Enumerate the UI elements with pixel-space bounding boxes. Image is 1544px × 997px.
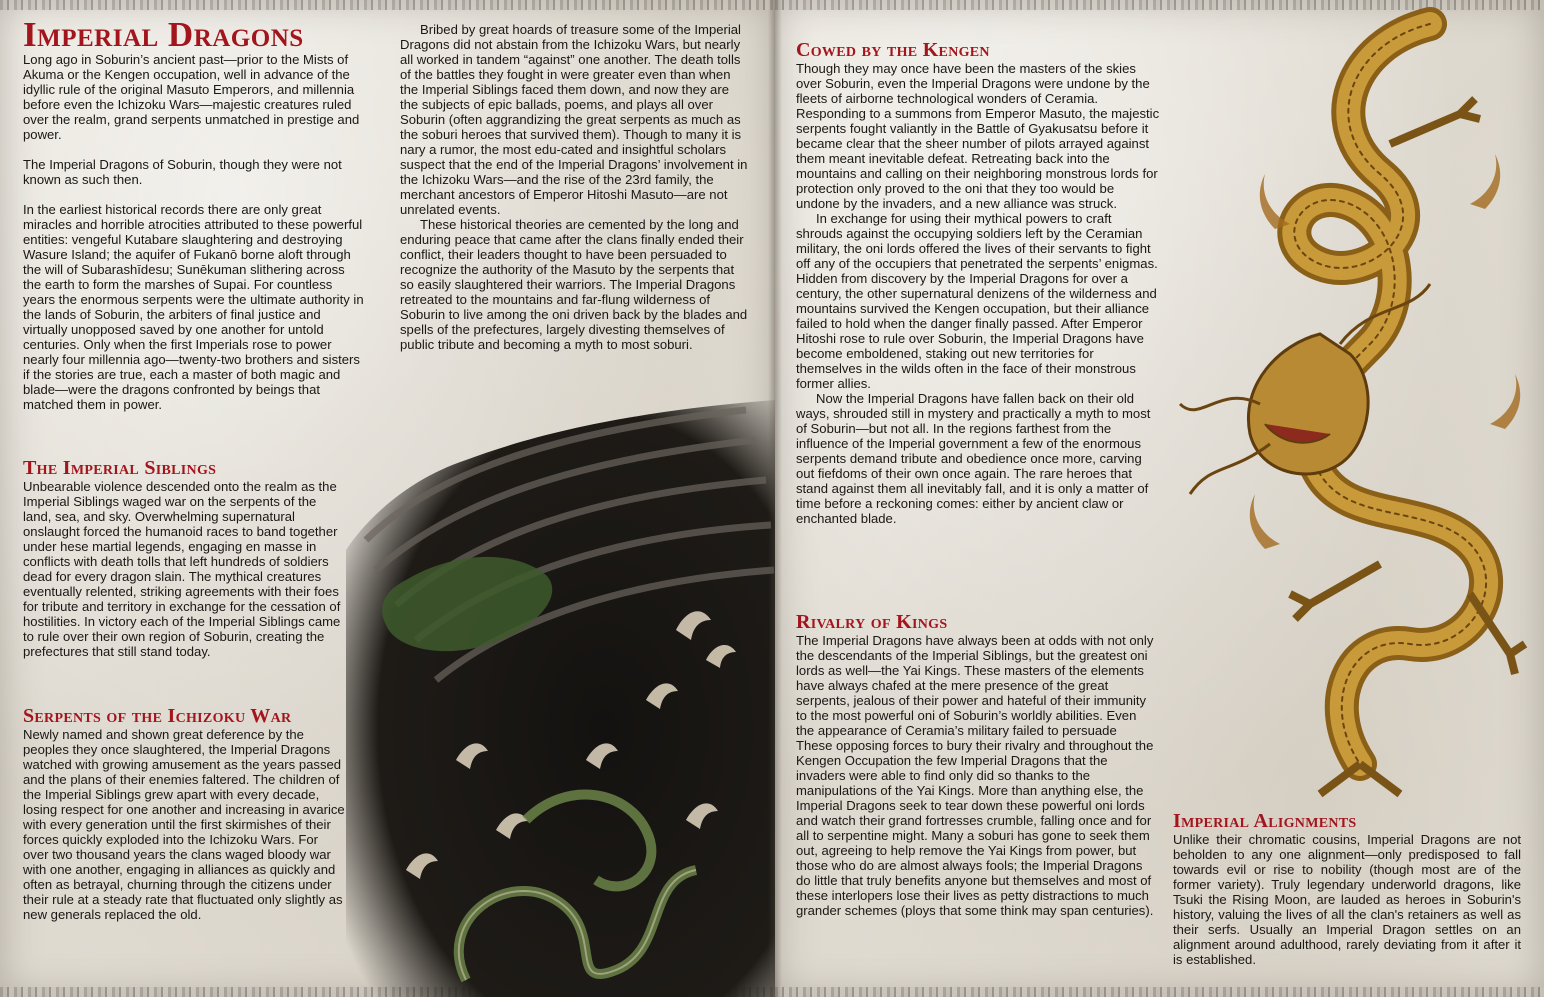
- heading-cowed-by-kengen: Cowed by the Kengen: [796, 39, 990, 61]
- section-rivalry-of-kings: [796, 612, 1156, 918]
- col2-paragraph-1: Bribed by great hoards of treasure some of the Imperial Dragons did not abstain from the Ichizoku Wars, but nearly all worked in tandem “against” one another. The death tolls of the battles they fought in were greater even than when the Imperial Siblings faced them down, and now they are the subjects of epic ballads, poems, and plays all over Soburin (often aggrandizing the great serpents as much as the soburi heroes that survived them). Though to many it is nary a rumor, the most edu-cated and insightful scholars suspect that the end of the Imperial Dragons’ involvement in the Ichizoku Wars—and the rise of the 23rd family, the merchant ancestors of Emperor Hitoshi Masuto—are not unrelated events.: [400, 22, 748, 217]
- left-column-1: [23, 15, 365, 412]
- kengen-paragraph-3: Now the Imperial Dragons have fallen back on their old ways, shrouded still in mystery and practically a myth to most of Soburin—but not all. In the regions farthest from the influence of the Imperial government a few of the enormous serpents demand tribute and obedience once more, carving out fiefdoms of their own once again. The rare heroes that stand against them all inevitably fall, and it is only a matter of time before a reckoning comes: either by ancient claw or enchanted blade.: [796, 391, 1151, 526]
- page-title: Imperial Dragons: [23, 15, 304, 54]
- kengen-paragraph-1: Though they may once have been the masters of the skies over Soburin, even the Imperial Dragons were undone by the fleets of airborne technological wonders of Ceramia. Responding to a summons from Emperor Masuto, the majestic serpents fought valiantly in the Battle of Gyakusatsu before it became clear that the sheer number of pilots arrayed against them meant inevitable defeat. Retreating back into the mountains and calling on their neighboring monstrous lords for protection only proved to the oni that they too would be undone by the invaders, and a new alliance was struck.: [796, 61, 1160, 211]
- col2-paragraph-2: These historical theories are cemented by the long and enduring peace that came after the clans finally ended their conflict, their leaders thought to have been persuaded to recognize the authority of the Masuto by the serpents that so easily slaughtered their warriors. The Imperial Dragons retreated to the mountains and far-flung wilderness of Soburin to live among the oni driven back by the blades and spells of the prefectures, largely divesting themselves of public tribute and becoming a myth to most soburi.: [400, 217, 748, 352]
- right-page: [775, 0, 1544, 997]
- book-gutter: [768, 0, 782, 997]
- intro-paragraph-3: In the earliest historical records there are only great miracles and horrible atrocities attributed to these powerful entities: vengeful Kutabare slaughtering and destroying Wasure Island; the aquifer of Fukanō borne aloft through the will of Subarashīdesu; Sunēkuman slithering across the earth to form the marshes of Supai. For countless years the enormous serpents were the ultimate authority in the lands of Soburin, the arbiters of final justice and virtually unopposed saved by one another for untold centuries. Only when the first Imperials rose to power nearly four millennia ago—twenty-two brothers and sisters if the stories are true, each a master of both magic and blade—were the dragons confronted by beings that matched them in power.: [23, 202, 364, 412]
- section-imperial-alignments: [1173, 811, 1521, 967]
- page-top-edge: [0, 0, 775, 10]
- section-ichizoku-war: [23, 706, 345, 922]
- heading-rivalry-of-kings: Rivalry of Kings: [796, 611, 948, 633]
- heading-ichizoku-war: Serpents of the Ichizoku War: [23, 705, 292, 727]
- imperial-siblings-text: Unbearable violence descended onto the realm as the Imperial Siblings waged war on the serpents of the land, sea, and sky. Overwhelming supernatural onslaught forced the humanoid races to band together under hese martial legends, engaging en masse in conflicts with death tolls that left hundreds of soldiers dead for every dragon slain. The mythical creatures eventually relented, striking agreements with their foes for tribute and territory in exchange for the cessation of hostilities. In victory each of the Imperial Siblings came to rule over their own region of Soburin, creating the prefectures that still stand today.: [23, 479, 341, 659]
- heading-imperial-alignments: Imperial Alignments: [1173, 810, 1357, 832]
- kengen-paragraph-2: In exchange for using their mythical powers to craft shrouds against the occupying soldiers left by the Ceramian military, the oni lords offered the lives of their servants to fight off any of the occupiers that penetrated the serpents’ enigmas. Hidden from discovery by the Imperial Dragons for over a century, the other supernatural denizens of the wilderness and mountains survived the Kengen occupation, but their alliance failed to hold when the danger finally passed. After Emperor Hitoshi rose to rule over Soburin, the Imperial Dragons have become emboldened, staking out new territories for themselves in the wilds often in the face of their monstrous former allies.: [796, 211, 1158, 391]
- right-column-1: [796, 40, 1160, 526]
- ichizoku-war-text: Newly named and shown great deference by the peoples they once slaughtered, the Imperial Dragons watched with growing amusement as the years passed and the plans of their enemies faltered. The children of the Imperial Siblings grew apart with every decade, losing respect for one another and increasing in avarice with every generation until the first skirmishes of their forces quickly exploded into the Ichizoku Wars. For over two thousand years the clans waged bloody war with one another, engaging in alliances as quickly and often as betrayal, churning through the citizens under their rule at a steady rate that fluctuated only slightly as new generals replaced the old.: [23, 727, 345, 922]
- left-column-2: [400, 22, 748, 352]
- wave-dragon-illustration: [346, 400, 776, 997]
- page-bottom-edge-right: [775, 987, 1544, 997]
- section-imperial-siblings: [23, 458, 345, 659]
- intro-paragraph-2: The Imperial Dragons of Soburin, though they were not known as such then.: [23, 157, 342, 187]
- alignments-text: Unlike their chromatic cousins, Imperial Dragons are not beholden to any one alignment—only predisposed to fall towards evil or rise to nobility (though most are of the former variety). Truly legendary underworld dragons, like Tsuki the Rising Moon, are lauded as heroes in Soburin's history, valuing the lives of all the clan's retainers as well as their serfs. Usually an Imperial Dragon settles on an alignment around adulthood, rarely deviating from it after it is established.: [1173, 832, 1521, 967]
- intro-paragraph-1: Long ago in Soburin’s ancient past—prior to the Mists of Akuma or the Kengen occupation, well in advance of the idyllic rule of the original Masuto Emperors, and millennia before even the Ichizoku Wars—majestic creatures ruled over the realm, grand serpents unmatched in prestige and power.: [23, 52, 360, 142]
- rivalry-text: The Imperial Dragons have always been at odds with not only the descendants of the Imperial Siblings, but the greatest oni lords as well—the Yai Kings. These masters of the elements have always chafed at the mere presence of the great serpents, jealous of their power and hateful of their immunity to the most powerful oni of Soburin’s worldly abilities. Even the appearance of Ceramia’s military failed to persuade These opposing forces to bury their rivalry and throughout the Kengen Occupation the few Imperial Dragons that the invaders were able to find only did so thanks to the manipulations of the Yai Kings. More than anything else, the Imperial Dragons seek to tear down these powerful oni lords and watch their grand fortresses crumble, falling once and for all to serpentine might. Many a soburi has gone to seek them out, agreeing to help remove the Yai Kings from power, but those who do are almost always fools; the Imperial Dragons do little that truly benefits anyone but themselves and most of these interlopers lose their lives as petty distractions to much grander schemes (ploys that some think may span centuries).: [796, 633, 1154, 918]
- heading-imperial-siblings: The Imperial Siblings: [23, 457, 217, 479]
- golden-dragon-illustration: [1170, 4, 1540, 804]
